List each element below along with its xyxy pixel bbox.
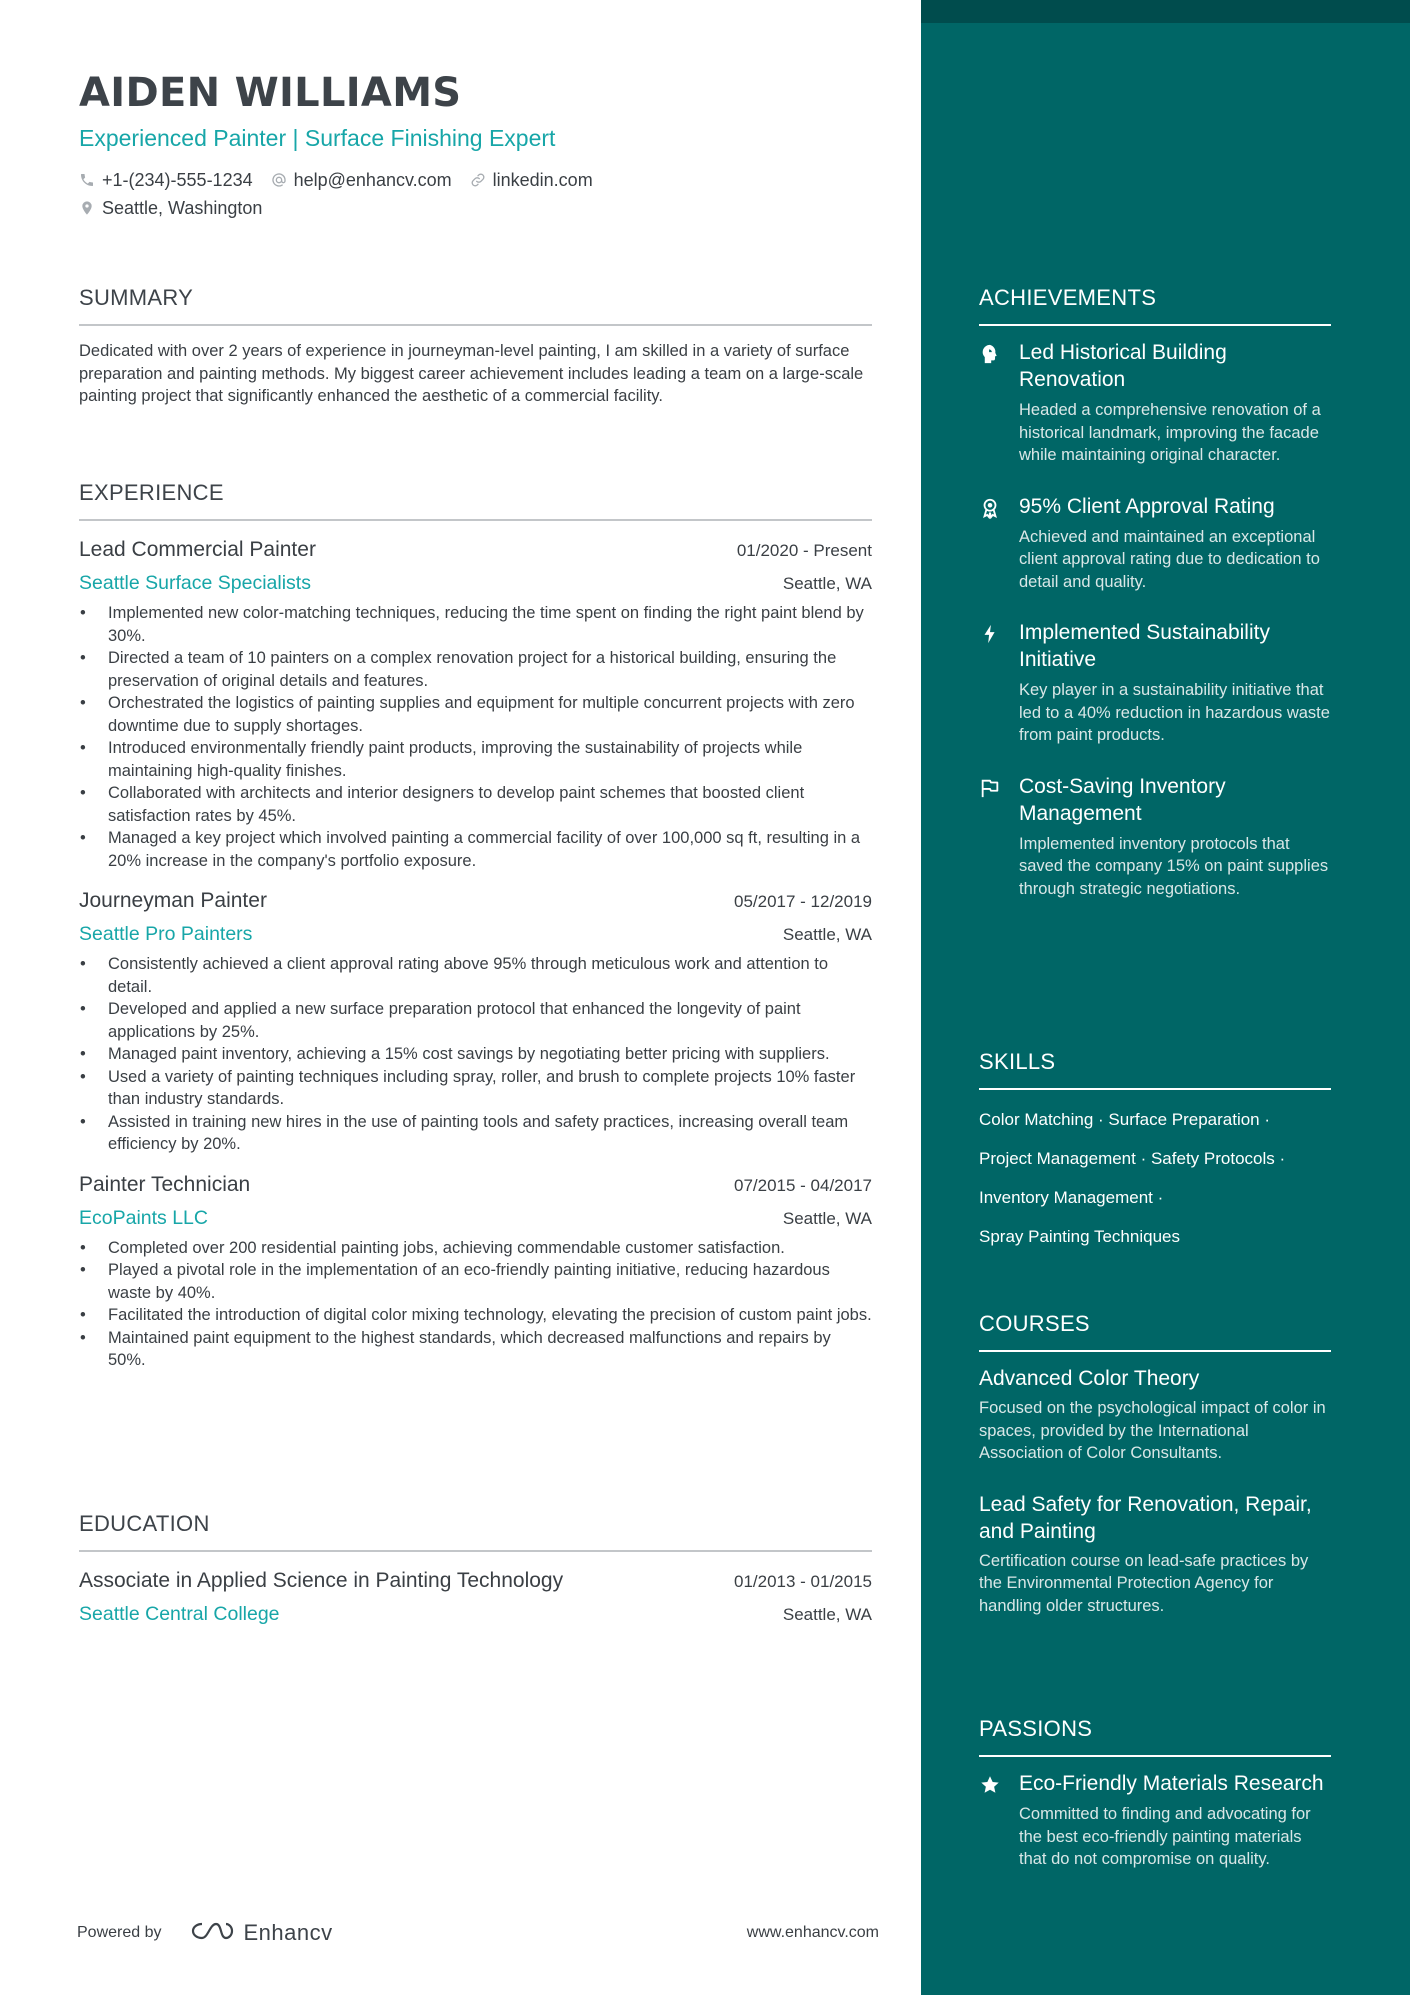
courses-section <box>979 1310 1331 1617</box>
passion-item <box>979 1770 1331 1871</box>
job-title: Lead Commercial Painter <box>79 538 316 561</box>
phone-icon <box>79 172 95 188</box>
bolt-icon <box>979 619 1005 747</box>
courses-heading: COURSES <box>979 1311 1090 1336</box>
skill-line: Project Management · Safety Protocols · <box>979 1149 1286 1168</box>
enhancv-wordmark: Enhancv <box>243 1920 333 1945</box>
course-desc: Focused on the psychological impact of color in spaces, provided by the International Association of Color Consultants. <box>979 1399 1326 1462</box>
job-bullet: • Completed over 200 residential painting jobs, achieving commendable customer satisfaction. <box>79 1237 872 1260</box>
link-icon <box>470 172 486 188</box>
education-dates: 01/2013 - 01/2015 <box>733 1572 872 1591</box>
education-section <box>79 1510 872 1627</box>
job-bullets <box>79 953 872 1156</box>
contact-info <box>79 166 872 222</box>
job-bullet: • Played a pivotal role in the implementation of an eco-friendly painting initiative, reducing hazardous waste by 40%. <box>79 1259 872 1304</box>
location-contact <box>79 194 262 222</box>
job-bullets <box>79 1237 872 1372</box>
job-bullet: • Developed and applied a new surface preparation protocol that enhanced the longevity of paint applications by 25%. <box>79 998 872 1043</box>
job-bullet: • Collaborated with architects and interior designers to develop paint schemes that boosted client satisfaction rates by 45%. <box>79 782 872 827</box>
job-bullet: • Introduced environmentally friendly paint products, improving the sustainability of projects while maintaining high-quality finishes. <box>79 737 872 782</box>
school-name: Seattle Central College <box>79 1603 280 1625</box>
section-divider <box>979 1755 1331 1757</box>
summary-heading: SUMMARY <box>79 285 194 310</box>
experience-heading: EXPERIENCE <box>79 480 224 505</box>
sidebar-column <box>921 0 1410 1995</box>
section-divider <box>79 1550 872 1552</box>
passion-desc: Committed to finding and advocating for the best eco-friendly painting materials that do not compromise on quality. <box>1019 1805 1311 1868</box>
achievement-desc: Implemented inventory protocols that saved the company 15% on paint supplies through strategic negotiations. <box>1019 834 1329 898</box>
summary-text: Dedicated with over 2 years of experience in journeyman-level painting, I am skilled in a variety of surface preparation and painting methods. My biggest career achievement includes leading a team on a large-scale painting project that significantly enhanced the aesthetic of a commercial facility. <box>79 342 864 405</box>
linkedin-contact <box>470 166 593 194</box>
flag-icon <box>979 773 1005 901</box>
passions-heading: PASSIONS <box>979 1716 1093 1741</box>
contact-row-1 <box>79 166 872 194</box>
location-pin-icon <box>79 200 95 216</box>
course-item <box>979 1491 1331 1618</box>
skill-line: Inventory Management · <box>979 1188 1164 1207</box>
job-bullet: • Maintained paint equipment to the highest standards, which decreased malfunctions and repairs by 50%. <box>79 1327 872 1372</box>
sidebar-top-bar <box>921 0 1410 23</box>
job-company: Seattle Pro Painters <box>79 923 253 945</box>
page-footer <box>77 1913 879 1953</box>
achievement-title: Led Historical Building Renovation <box>1019 341 1227 391</box>
education-heading: EDUCATION <box>79 1511 210 1536</box>
job-title: Painter Technician <box>79 1172 251 1196</box>
job-location: Seattle, WA <box>782 574 872 593</box>
job-title: Journeyman Painter <box>79 889 267 912</box>
achievements-heading: ACHIEVEMENTS <box>979 285 1157 310</box>
education-entry <box>79 1567 872 1627</box>
job-dates: 01/2020 - Present <box>736 541 872 560</box>
job-bullet: • Assisted in training new hires in the use of painting tools and safety practices, increasing overall team efficiency by 20%. <box>79 1111 872 1156</box>
job-bullets <box>79 602 872 872</box>
passions-section <box>979 1715 1331 1871</box>
contact-row-2 <box>79 194 872 222</box>
job-bullet: • Facilitated the introduction of digital color mixing technology, elevating the precision of custom paint jobs. <box>79 1304 872 1327</box>
achievement-item <box>979 773 1331 901</box>
section-divider <box>979 1088 1331 1090</box>
job-bullet: • Directed a team of 10 painters on a complex renovation project for a historical building, ensuring the preservation of original details and features. <box>79 647 872 692</box>
skills-heading: SKILLS <box>979 1049 1056 1074</box>
award-icon <box>979 493 1005 594</box>
job-bullet: • Managed a key project which involved painting a commercial facility of over 100,000 sq ft, resulting in a 20% increase in the company's portfolio exposure. <box>79 827 872 872</box>
phone-text: +1-(234)-555-1234 <box>102 170 253 190</box>
section-divider <box>79 519 872 521</box>
section-divider <box>979 1350 1331 1352</box>
achievement-desc: Key player in a sustainability initiative that led to a 40% reduction in hazardous waste from paint products. <box>1019 681 1330 744</box>
section-divider <box>79 324 872 326</box>
education-location: Seattle, WA <box>782 1605 872 1624</box>
enhancv-logo-icon <box>188 1919 244 1948</box>
star-icon <box>979 1770 1005 1871</box>
skills-list <box>979 1100 1331 1256</box>
email-contact <box>271 166 452 194</box>
location-text: Seattle, Washington <box>102 198 263 218</box>
achievement-title: Implemented Sustainability Initiative <box>1019 621 1270 671</box>
job-dates: 05/2017 - 12/2019 <box>733 892 872 911</box>
job-bullet: • Consistently achieved a client approval rating above 95% through meticulous work and attention to detail. <box>79 953 872 998</box>
degree-title: Associate in Applied Science in Painting Technology <box>79 1569 564 1592</box>
phone-contact <box>79 166 253 194</box>
skill-line: Color Matching · Surface Preparation · <box>979 1110 1271 1129</box>
job-location: Seattle, WA <box>782 925 872 944</box>
course-title: Lead Safety for Renovation, Repair, and Painting <box>979 1492 1312 1543</box>
experience-section <box>79 479 872 1372</box>
enhancv-logo[interactable] <box>188 1919 333 1948</box>
achievement-desc: Achieved and maintained an exceptional client approval rating due to dedication to detail and quality. <box>1019 527 1320 591</box>
powered-by-label: Powered by <box>77 1924 162 1941</box>
job-company: EcoPaints LLC <box>79 1206 208 1229</box>
job-dates: 07/2015 - 04/2017 <box>733 1175 872 1195</box>
job-entry <box>79 887 872 1156</box>
head-icon <box>979 339 1005 467</box>
resume-header <box>79 68 872 222</box>
job-bullet: • Implemented new color-matching techniques, reducing the time spent on finding the right paint blend by 30%. <box>79 602 872 647</box>
candidate-tagline: Experienced Painter | Surface Finishing Expert <box>79 125 556 151</box>
achievement-title: Cost-Saving Inventory Management <box>1019 774 1226 825</box>
achievement-item <box>979 493 1331 594</box>
job-company: Seattle Surface Specialists <box>79 572 311 594</box>
achievements-section <box>979 284 1331 900</box>
course-desc: Certification course on lead-safe practices by the Environmental Protection Agency for handling older structures. <box>979 1551 1309 1615</box>
job-bullet: • Managed paint inventory, achieving a 15% cost savings by negotiating better pricing with suppliers. <box>79 1043 872 1066</box>
achievement-title: 95% Client Approval Rating <box>1019 494 1275 518</box>
job-bullet: • Used a variety of painting techniques including spray, roller, and brush to complete projects 10% faster than industry standards. <box>79 1066 872 1111</box>
achievement-desc: Headed a comprehensive renovation of a historical landmark, improving the facade while maintaining original character. <box>1019 401 1321 464</box>
summary-section <box>79 284 872 408</box>
course-title: Advanced Color Theory <box>979 1367 1200 1390</box>
linkedin-text[interactable]: linkedin.com <box>492 170 593 190</box>
job-bullet: • Orchestrated the logistics of painting supplies and equipment for multiple concurrent projects with zero downtime due to supply shortages. <box>79 692 872 737</box>
candidate-name: AIDEN WILLIAMS <box>79 70 462 116</box>
at-icon <box>271 172 287 188</box>
email-text[interactable]: help@enhancv.com <box>293 170 452 190</box>
passion-title: Eco-Friendly Materials Research <box>1019 1772 1324 1795</box>
skill-line: Spray Painting Techniques <box>979 1227 1180 1246</box>
website-link[interactable]: www.enhancv.com <box>746 1924 879 1941</box>
job-entry <box>79 536 872 872</box>
course-item <box>979 1365 1331 1465</box>
achievement-item <box>979 619 1331 747</box>
skills-section <box>979 1048 1331 1256</box>
achievement-item <box>979 339 1331 467</box>
section-divider <box>979 324 1331 326</box>
job-location: Seattle, WA <box>782 1208 872 1228</box>
job-entry <box>79 1171 872 1372</box>
